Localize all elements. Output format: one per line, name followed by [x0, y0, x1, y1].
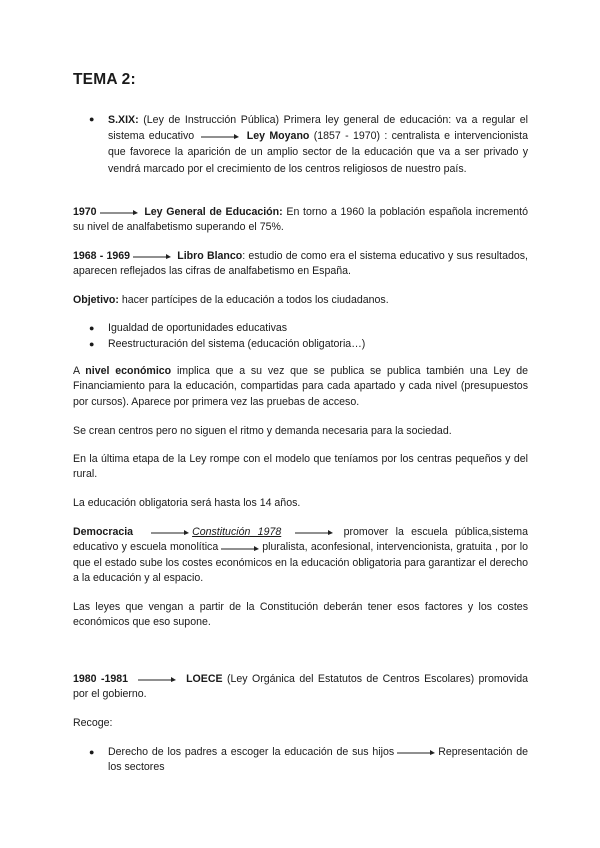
ley-moyano: Ley Moyano	[246, 130, 310, 143]
objetivo-item: Reestructuración del sistema (educación obligatoria…)	[108, 338, 366, 350]
bullet-icon: ●	[89, 747, 95, 757]
objetivo-item: Igualdad de oportunidades educativas	[108, 322, 288, 334]
p1970-paragraph	[73, 205, 528, 236]
sxix-paragraph	[108, 112, 528, 177]
year-1968: 1968 - 1969	[73, 250, 131, 262]
page-title: TEMA 2:	[73, 71, 136, 88]
bullet-icon: ●	[89, 323, 95, 333]
arrow-icon	[295, 528, 333, 536]
centros-paragraph: Se crean centros pero no siguen el ritmo y demanda necesaria para la sociedad.	[73, 425, 452, 437]
sxix-text-1: (Ley de Instrucción Pública) Primera ley general de educación: va a regular el sistema educativo	[108, 114, 528, 143]
arrow-icon	[397, 748, 435, 756]
recoge-item-text-2: Representación de los sectores	[108, 746, 528, 774]
nivel-economico: nivel económico	[85, 365, 172, 377]
ley-general-educacion: Ley General de Educación:	[144, 206, 283, 218]
democracia-text-1: promover la escuela pública,sistema educativo y escuela monolítica	[73, 526, 528, 554]
ultima-etapa-paragraph: En la última etapa de la Ley rompe con el modelo que teníamos por los centras pequeños y del rural.	[73, 453, 528, 481]
year-1980: 1980 -1981	[73, 673, 129, 685]
nivel-paragraph	[73, 364, 528, 410]
constitucion-1978: Constitución 1978	[192, 526, 282, 538]
nivel-a: A	[73, 365, 86, 377]
democracia-text-2: pluralista, aconfesional, intervencionista, gratuita , por lo que el estado sube los costes económicos en la educación obligatoria para garantizar el derecho a la educación y al espacio.	[73, 541, 528, 585]
democracia-paragraph	[73, 525, 528, 587]
arrow-icon	[138, 675, 176, 683]
arrow-icon	[100, 208, 138, 216]
arrow-icon	[221, 544, 259, 552]
sxix-heading: S.XIX:	[108, 114, 139, 126]
libro-blanco: Libro Blanco	[177, 250, 243, 262]
objetivo-text: hacer partícipes de la educación a todos los ciudadanos.	[118, 294, 389, 306]
bullet-icon: ●	[89, 339, 95, 349]
loece: LOECE	[186, 673, 223, 685]
p1968-text: : estudio de como era el sistema educativo y sus resultados, aparecen reflejados las cifras de analfabetismo en España.	[73, 250, 528, 278]
recoge-label: Recoge:	[73, 717, 113, 729]
p1980-text: (Ley Orgánica del Estatutos de Centros Escolares) promovida por el gobierno.	[73, 673, 528, 701]
obligatoria-paragraph: La educación obligatoria será hasta los 14 años.	[73, 497, 301, 509]
p1970-text: En torno a 1960 la población española incrementó su nivel de analfabetismo superando el 75%.	[73, 206, 529, 234]
objetivo-label: Objetivo:	[73, 294, 119, 306]
nivel-text: implica que a su vez que se publica se publica también una Ley de Financiamiento para la educación, compartidas para cada apartado y cada nivel (presupuestos por cursos). Aparece por primera vez las pruebas de acceso.	[73, 365, 528, 408]
sxix-text-2: (1857 - 1970) : centralista e intervencionista que favorece la aparición de un amplio sector de la educación que va a ser privado y vendrá marcado por el crecimiento de los centros religiosos de nuestro país.	[108, 130, 528, 175]
p1980-paragraph	[73, 672, 528, 703]
bullet-icon: ●	[89, 114, 95, 124]
p1968-paragraph	[73, 249, 528, 280]
arrow-icon	[201, 132, 239, 140]
arrow-icon	[133, 252, 171, 260]
year-1970: 1970	[73, 206, 97, 218]
objetivo-paragraph	[73, 293, 528, 308]
recoge-item	[108, 745, 528, 776]
arrow-icon	[151, 528, 189, 536]
recoge-item-text-1: Derecho de los padres a escoger la educación de sus hijos	[108, 746, 395, 758]
democracia-label: Democracia	[73, 526, 134, 538]
leyes-paragraph: Las leyes que vengan a partir de la Constitución deberán tener esos factores y los costes económicos que eso supone.	[73, 601, 528, 629]
